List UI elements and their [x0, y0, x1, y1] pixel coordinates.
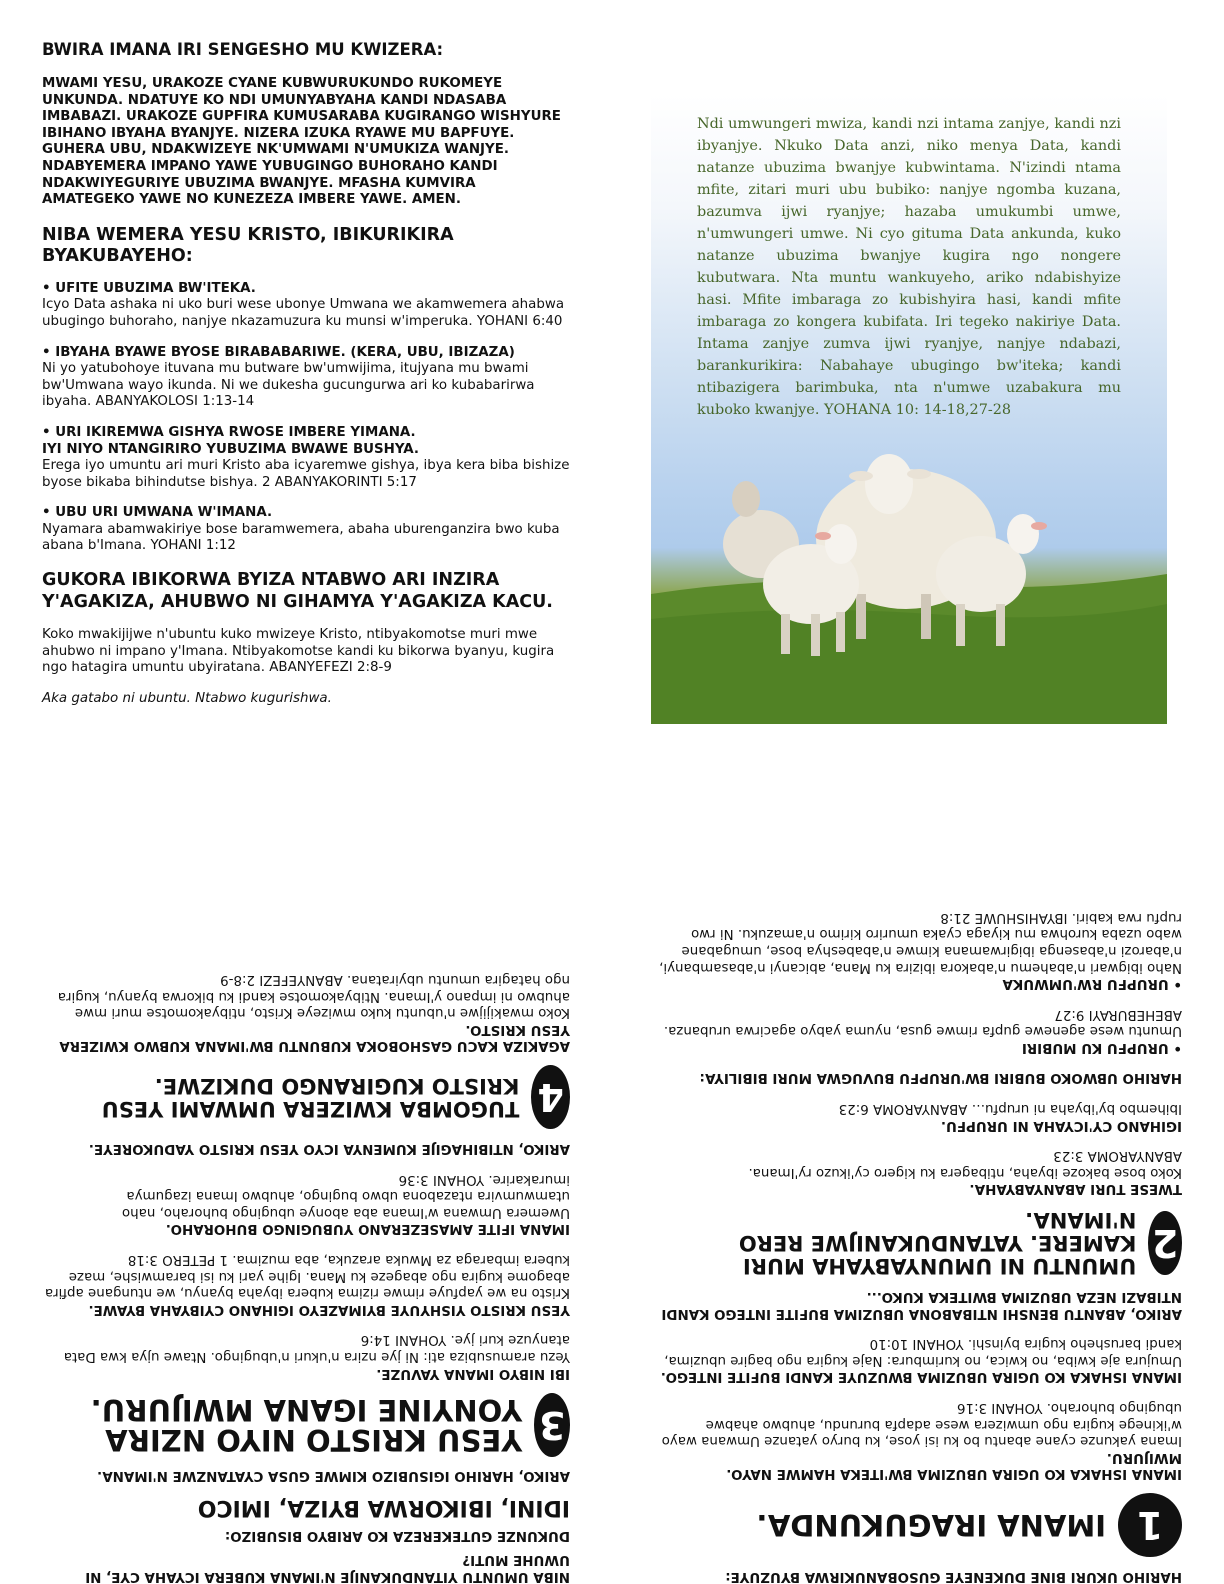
- step-section: [42, 1170, 570, 1236]
- death-text: Naho ibigwari n'abahemu n'abakora ibizira ku Mana, abicanyi n'abasambanyi, n'abarozi n'abasenga ibigirwamana kimwe n'ababeshya bose, umugabane wabo uzaba kurohwa mu kiyaga cyaka umuriro kirimo n'amazuku. Ni rwo rupfu rwa kabiri. IBYAHISHUWE 21:8: [659, 909, 1182, 975]
- benefit-text: Erega iyo umuntu ari muri Kristo aba icyaremwe gishya, ibya kera biba bishize byose bikaba bihindutse bishya. 2 ABANYAKORINTI 5:17: [42, 458, 570, 490]
- step-title: IMANA IRAGUKUNDA.: [756, 1508, 1106, 1543]
- sheep-photo-panel: [651, 94, 1167, 724]
- step-number-badge: 1: [1118, 1493, 1182, 1557]
- common-answers-intro: DUKUNZE GUTEKEREZA KO ARIBYO BISUBIZO:: [224, 1527, 570, 1543]
- step-subheading: IMANA IFITE AMASEZERANO YUBUGINGO BUHORAHO.: [165, 1221, 570, 1237]
- benefit-title: • UBU URI UMWANA W'IMANA.: [42, 505, 273, 521]
- closing-note: Aka gatabo ni ubuntu. Ntabwo kugurishwa.: [42, 690, 332, 706]
- prayer-heading: BWIRA IMANA IRI SENGESHO MU KWIZERA:: [42, 40, 444, 59]
- step-text: Umujura aje kwiba, no kwica, no kurimbura: Naje kugira ngo bagire ubuzima, kandi barusheho kugira byinshi. YOHANI 10:10: [664, 1336, 1182, 1368]
- step-text: Koko mwakijijwe n'ubuntu kuko mwizeye Kristo, ntibyakomotse muri mwe ahubwo ni impano y'Imana. Ntibyakomotse kandi ku bikorwa byanyu, kugira ngo hatagira umuntu ubyiratana. ABANYEFEZI 2:8-9: [57, 972, 570, 1021]
- benefit-item: [42, 345, 570, 411]
- verse-text: Ndi umwungeri mwiza, kandi nzi intama zanjye, kandi nzi ibyanjye. Nkuko Data anzi, niko menya Data, kandi natanze ubuzima bwanjye kubwintama. N'izindi ntama mfite, zitari muri ubu bubiko: nanjye ngomba kuzana, bazumva ijwi ryanjye; hazaba umukumbi umwe, n'umwungeri umwe. Ni cyo gituma Data ankunda, kuko natanze ubuzima bwanjye kugira ngo nongere kubutwara. Nta muntu wankuyeho, ariko ndabishyize hasi. Mfite imbaraga zo kubishyira hasi, kandi mfite imbaraga zo kongera kubifata. Iri tegeko nakiriye Data. Intama zanjye zumva ijwi ryanjye, nanjye ndabazi, barankurikira: Nabahaye ubugingo bw'iteka; kandi ntibazigera barimbuka, nta n'umwe uzabakura mu kuboko kwanjye. YOHANA 10: 14-18,27-28: [697, 116, 1121, 419]
- benefit-item: [42, 425, 570, 491]
- death-item: [654, 1005, 1182, 1055]
- death-title: • URUPFU KU MUBIRI: [1021, 1039, 1182, 1055]
- step-section: [42, 1331, 570, 1381]
- benefit-text: Nyamara abamwakiriye bose baramwemera, abaha uburenganzira bwo kuba abana b'Imana. YOHANI 1:12: [42, 521, 560, 554]
- step-subheading: TWESE TURI ABANYABYAHA.: [969, 1181, 1182, 1197]
- one-answer-note: ARIKO, HARIHO IGISUBIZO KIMWE GUSA CYATANZWE N'IMANA.: [97, 1468, 570, 1484]
- step-1-heading: [654, 1493, 1182, 1557]
- step-4-heading: [42, 1066, 570, 1130]
- step-3-heading: [42, 1393, 570, 1457]
- step-title: UMUNTU NI UMUNYABYAHA MURI KAMERE. YATANDUKANIJWE RERO N'IMANA.: [738, 1208, 1137, 1279]
- step-title: YESU KRISTO NIYO NZIRA YONYINE IGANA MWIJURU.: [90, 1392, 523, 1457]
- works-heading: GUKORA IBIKORWA BYIZA NTABWO ARI INZIRA Y'AGAKIZA, AHUBWO NI GIHAMYA Y'AGAKIZA KACU.: [42, 570, 553, 613]
- step-text: Kristo na we yapfuye rimwe rizima kubera ibyaha byanyu, we ntungane apfira abagome kugira ngo abageze ku Mana. Igihe yari ku isi baramwishe, maze kubera imbaraga za Mwuka arazuka, aba muzima. 1 PETERO 3:18: [44, 1252, 570, 1301]
- step-text: Uwemera Umwana w'Imana aba abonye ubugingo buhoraho, naho utamwumvira ntazabona ubwo bugingo, ahubwo Imana izagumya imurakarire. YOHANI 3:36: [121, 1171, 570, 1220]
- step-subheading: YESU KRISTO YISHYUYE BYIMAZEYO IGIHANO CYIBYAHA BYAWE.: [88, 1301, 570, 1317]
- step-section: [42, 1250, 570, 1316]
- step-number-badge: 3: [534, 1393, 570, 1457]
- step-subheading: IMANA ISHAKA KO UGIRA UBUZIMA BWUZUYE KANDI BUFITE INTEGO.: [660, 1369, 1182, 1385]
- false-answers: IDINI, IBIKORWA BYIZA, IMICO: [197, 1495, 570, 1521]
- inverted-bottom-half: [0, 812, 1224, 1584]
- sheep-illustration: [651, 444, 1167, 724]
- step-section: [42, 971, 570, 1054]
- benefits-heading: NIBA WEMERA YESU KRISTO, IBIKURIKIRA BYAKUBAYEHO:: [42, 224, 454, 266]
- step-section: [654, 1147, 1182, 1197]
- step-number-badge: 4: [531, 1066, 570, 1130]
- benefit-title-2: IYI NIYO NTANGIRIRO YUBUZIMA BWAWE BUSHYA.: [42, 441, 419, 457]
- step-subheading: HARIHO UBWOKO BUBIRI BW'URUPFU BUVUGWA MURI BIBILIYA:: [699, 1070, 1182, 1086]
- four-truths-intro: HARIHO UKURI BINE DUKENEYE GUSOBANUKIRWA BYUZUYE:: [725, 1569, 1182, 1584]
- top-left-column: [42, 40, 570, 707]
- step-subheading: AGAKIZA KACU GASHOBOKA KUBUNTU BW'IMANA KUBWO KWIZERA YESU KRISTO.: [59, 1021, 570, 1054]
- benefit-item: [42, 281, 570, 331]
- step-text: Yezu aramusubiza ati: Ni jye nzira n'ukuri n'ubugingo. Ntawe ujya kwa Data atanyuze kuri jye. YOHANI 14:6: [63, 1332, 570, 1365]
- steps-one-two-column: [654, 894, 1182, 1584]
- works-text: Koko mwakijijwe n'ubuntu kuko mwizeye Kristo, ntibyakomotse muri mwe ahubwo ni impano y'Imana. Ntibyakomotse kandi ku bikorwa byanyu, kugira ngo hatagira umuntu ubyiratana. ABANYEFEZI 2:8-9: [42, 627, 555, 676]
- prayer-text: MWAMI YESU, URAKOZE CYANE KUBWURUKUNDO RUKOMEYE UNKUNDA. NDATUYE KO NDI UMUNYABYAHA KANDI NDASABA IMBABAZI. URAKOZE GUPFIRA KUMUSARABA KUGIRANGO WISHYURE IBIHANO IBYAHA BYANJYE. NIZERA IZUKA RYAWE MU BAPFUYE. GUHERA UBU, NDAKWIZEYE NK'UMWAMI N'UMUKIZA WANJYE. NDABYEMERA IMPANO YAWE YUBUGINGO BUHORAHO KANDI NDAKWIYEGURIYE UBUZIMA BWANJYE. MFASHA KUMVIRA AMATEGEKO YAWE NO KUNEZEZA IMBERE YAWE. AMEN.: [42, 76, 561, 208]
- step-text: Koko bose bakoze ibyaha, ntibagera ku kigero cy'ikuzo ry'Imana. ABANYAROMA 3:23: [748, 1148, 1182, 1180]
- step-subheading: IGIHANO CY'ICYAHA NI URUPFU.: [940, 1117, 1182, 1133]
- step-section: [654, 1398, 1182, 1481]
- step-text: Ibihembo by'ibyaha ni urupfu… ABANYAROMA 6:23: [838, 1101, 1182, 1117]
- step-title: TUGOMBA KWIZERA UMWAMI YESU KRISTO KUGIRANGO DUKIZWE.: [101, 1074, 520, 1122]
- death-title: • URUPFU RW'UMWUKA: [1002, 976, 1182, 992]
- benefit-text: Ni yo yatubohoye ituvana mu butware bw'umwijima, itujyana mu bwami bw'Umwana wayo ikunda. Ni we dukesha gucungurwa ari ko kubabarirwa ibyaha. ABANYAKOLOSI 1:13-14: [42, 361, 535, 410]
- benefit-item: [42, 505, 570, 555]
- benefit-text: Icyo Data ashaka ni uko buri wese ubonye Umwana we akamwemera ahabwa ubugingo buhoraho, nanjye nkazamuzura ku munsi w'imperuka. YOHANI 6:40: [42, 297, 565, 329]
- benefit-title: • IBYAHA BYAWE BYOSE BIRABABARIWE. (KERA, UBU, IBIZAZA): [42, 344, 515, 360]
- remedy-question: NIBA UMUNTU YITANDUKANIJE N'IMANA KUBERA ICYAHA CYE, NI UWUHE MUTI?: [85, 1552, 570, 1584]
- step-number-badge: 2: [1148, 1211, 1182, 1275]
- step-subheading: ARIKO, ABANTU BENSHI NTIBABONA UBUZIMA BUFITE INTEGO KANDI NTIBAZI NEZA UBUZIMA BWITEKA KUKO...: [661, 1289, 1182, 1321]
- benefit-title: • UFITE UBUZIMA BW'ITEKA.: [42, 280, 256, 296]
- step-section: [654, 1335, 1182, 1385]
- step-subheading: ARIKO, NTIBIHAGIJE KUMENYA ICYO YESU KRISTO YADUKOREYE.: [88, 1141, 570, 1157]
- step-subheading: IMANA ISHAKA KO UGIRA UBUZIMA BW'ITEKA HAMWE NAYO. MWIJURU.: [726, 1449, 1182, 1482]
- death-text: Umuntu wese agenewe gupfa rimwe gusa, nyuma yabyo agacirwa urubanza. ABEHEBURAYI 9:27: [663, 1006, 1182, 1039]
- step-text: Imana yakunze cyane abantu bo ku isi yose, ku buryo yatanze Umwana wayo w'ikinege kugira ngo umwizera wese adapfa burundu, ahubwo ahabwe ubugingo buhoraho. YOHANI 3:16: [661, 1400, 1182, 1449]
- steps-three-four-column: [42, 957, 570, 1584]
- step-2-heading: [654, 1208, 1182, 1277]
- step-section: [654, 1100, 1182, 1133]
- step-subheading: IBI NIBYO IMANA YAVUZE.: [376, 1365, 570, 1381]
- benefit-title: • URI IKIREMWA GISHYA RWOSE IMBERE YIMANA.: [42, 424, 416, 440]
- death-item: [654, 908, 1182, 991]
